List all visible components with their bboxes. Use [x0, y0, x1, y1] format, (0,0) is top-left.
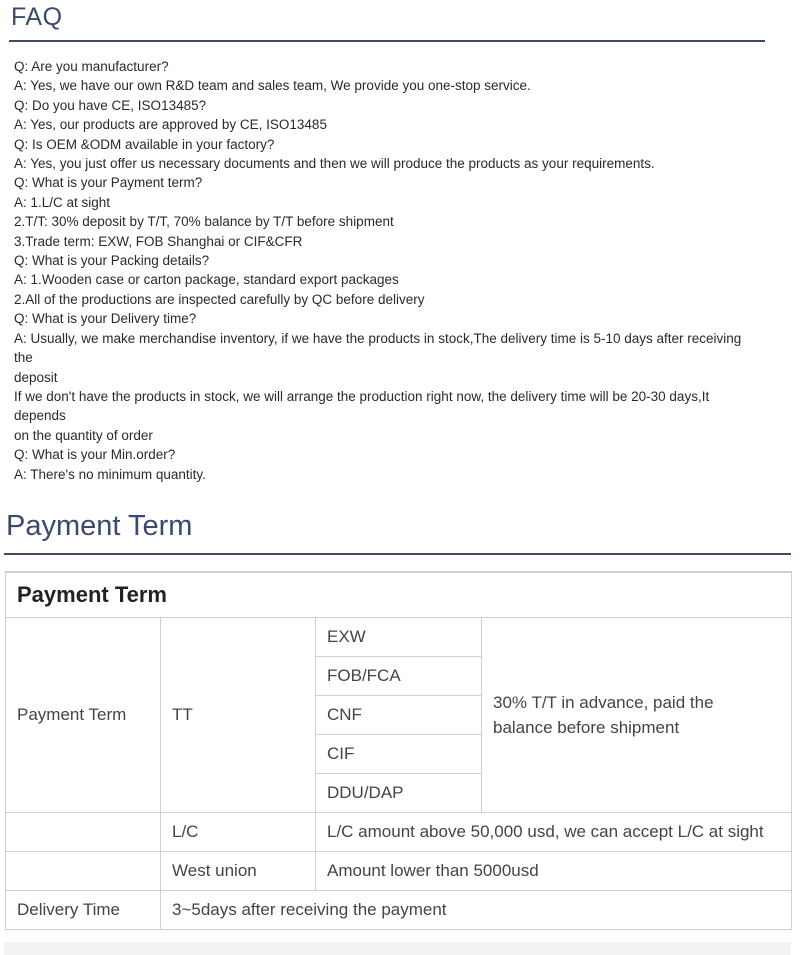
faq-line: A: 1.Wooden case or carton package, standard export packages — [14, 272, 399, 288]
faq-line: deposit — [14, 369, 58, 385]
lc-note: L/C amount above 50,000 usd, we can accept L/C at sight — [316, 813, 792, 852]
faq-line: If we don't have the products in stock, we will arrange the production right now, the delivery time will be 20-30 days,It — [14, 388, 710, 404]
payment-term-label: Payment Term — [6, 618, 161, 813]
trade-term-cell: CNF — [316, 696, 482, 735]
tt-note: 30% T/T in advance, paid the balance before shipment — [493, 693, 714, 737]
payment-section-title: Payment Term — [6, 510, 193, 542]
west-union-note: Amount lower than 5000usd — [316, 852, 792, 891]
faq-line: A: Usually, we make merchandise inventory, if we have the products in stock,The delivery time is 5-10 days after receiving — [14, 330, 742, 346]
payment-divider — [4, 553, 791, 555]
tt-label: TT — [161, 618, 316, 813]
faq-line: depends — [14, 408, 66, 424]
faq-body — [14, 57, 784, 484]
delivery-time-label: Delivery Time — [6, 891, 161, 930]
bottom-strip — [4, 942, 791, 955]
west-union-label: West union — [161, 852, 316, 891]
faq-divider — [9, 40, 765, 42]
faq-line: Q: Do you have CE, ISO13485? — [14, 97, 207, 113]
faq-line: the — [14, 350, 33, 366]
faq-line: Q: What is your Packing details? — [14, 253, 210, 269]
faq-line: A: There's no minimum quantity. — [14, 466, 206, 482]
faq-line: Q: What is your Payment term? — [14, 175, 203, 191]
trade-term-cell: EXW — [316, 618, 482, 657]
faq-line: A: Yes, you just offer us necessary documents and then we will produce the products as your requirements. — [14, 156, 655, 172]
faq-line: 3.Trade term: EXW, FOB Shanghai or CIF&CFR — [14, 233, 303, 249]
faq-line: A: Yes, our products are approved by CE, ISO13485 — [14, 117, 327, 133]
faq-line: Q: What is your Min.order? — [14, 447, 176, 463]
payment-table — [5, 571, 792, 930]
faq-line: Q: What is your Delivery time? — [14, 311, 197, 327]
faq-line: Q: Is OEM &ODM available in your factory? — [14, 136, 275, 152]
trade-term-cell: DDU/DAP — [316, 774, 482, 813]
trade-term-cell: CIF — [316, 735, 482, 774]
blank-cell — [6, 852, 161, 891]
faq-line: 2.All of the productions are inspected carefully by QC before delivery — [14, 291, 425, 307]
faq-line: on the quantity of order — [14, 427, 153, 443]
faq-line: Q: Are you manufacturer? — [14, 59, 169, 74]
lc-label: L/C — [161, 813, 316, 852]
blank-cell — [6, 813, 161, 852]
tt-note-cell — [482, 618, 792, 813]
faq-title: FAQ — [11, 3, 63, 31]
faq-line: A: 1.L/C at sight — [14, 194, 111, 210]
delivery-time-note: 3~5days after receiving the payment — [161, 891, 792, 930]
faq-line: A: Yes, we have our own R&D team and sales team, We provide you one-stop service. — [14, 78, 531, 94]
trade-term-cell: FOB/FCA — [316, 657, 482, 696]
faq-line: 2.T/T: 30% deposit by T/T, 70% balance by T/T before shipment — [14, 214, 394, 230]
table-title: Payment Term — [6, 572, 792, 618]
